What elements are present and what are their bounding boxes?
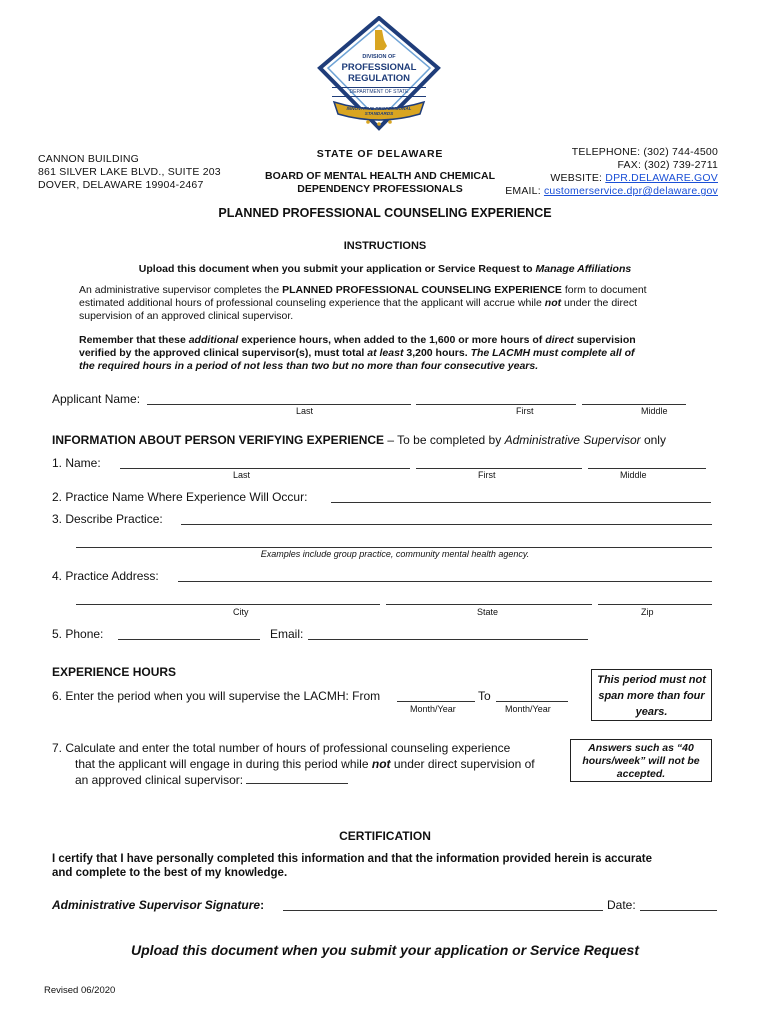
logo-professional: PROFESSIONAL (341, 62, 417, 73)
applicant-middle-caption: Middle (641, 406, 668, 416)
signature-field[interactable] (283, 898, 603, 911)
q1-first-field[interactable] (416, 456, 582, 469)
q4-city-field[interactable] (76, 593, 380, 605)
telephone: TELEPHONE: (302) 744-4500 (571, 146, 718, 158)
instructions-paragraph-2: Remember that these additional experience hours, when added to the 1,600 or more hours of direct supervision verified by the approved clinical supervisor(s), must total at least 3,200 hours. The LACMH must complete all of the required hours in a period of not less than two but no more than four consecutive years. (79, 334, 636, 372)
board-line-1: BOARD OF MENTAL HEALTH AND CHEMICAL (264, 170, 495, 182)
q5-email-field[interactable] (308, 627, 588, 640)
q1-first-caption: First (478, 470, 496, 480)
q5-phone-label: 5. Phone: (52, 627, 104, 641)
applicant-first-field[interactable] (416, 392, 576, 405)
applicant-middle-field[interactable] (582, 392, 686, 405)
footer-upload-note: Upload this document when you submit your application or Service Request (131, 942, 639, 958)
applicant-last-field[interactable] (147, 392, 411, 405)
instructions-heading: INSTRUCTIONS (343, 240, 427, 252)
q5-phone-field[interactable] (118, 627, 260, 640)
q3-describe-practice-label: 3. Describe Practice: (52, 512, 163, 526)
period-note-box: This period must not span more than four years. (591, 669, 712, 721)
q3-example-caption: Examples include group practice, community mental health agency. (260, 549, 530, 559)
q6-to-label: To (478, 689, 491, 703)
instructions-paragraph-1: An administrative supervisor completes the PLANNED PROFESSIONAL COUNSELING EXPERIENCE form to document estimated additional hours of professional counseling experience that the applicant will accrue while not under the direct supervision of an approved clinical supervisor. (79, 284, 647, 322)
date-field[interactable] (640, 898, 717, 911)
q6-to-field[interactable] (496, 689, 568, 702)
q4-practice-address-label: 4. Practice Address: (52, 569, 159, 583)
q2-practice-name-label: 2. Practice Name Where Experience Will Occur: (52, 490, 308, 504)
applicant-name-label: Applicant Name: (52, 392, 141, 406)
website-label: WEBSITE: (550, 172, 606, 184)
signature-label: Administrative Supervisor Signature (52, 898, 261, 912)
q2-practice-name-field[interactable] (331, 490, 711, 503)
applicant-last-caption: Last (296, 406, 314, 416)
q7-hours-label: 7. Calculate and enter the total number of hours of professional counseling experience that the applicant will engage in during this period while not under direct supervision of an approved clinical supervisor: (52, 741, 535, 787)
q4-zip-caption: Zip (641, 607, 654, 617)
q1-last-caption: Last (233, 470, 251, 480)
q5-email-label: Email: (270, 627, 304, 641)
address-line-2: 861 SILVER LAKE BLVD., SUITE 203 (38, 166, 221, 178)
form-title: PLANNED PROFESSIONAL COUNSELING EXPERIENCE (218, 206, 552, 220)
experience-heading: EXPERIENCE HOURS (52, 665, 177, 679)
q4-city-caption: City (233, 607, 249, 617)
q7-hours-field[interactable] (246, 772, 348, 784)
address-line-1: CANNON BUILDING (38, 153, 140, 165)
q4-street-field[interactable] (178, 569, 712, 582)
logo-regulation: REGULATION (347, 73, 411, 84)
instructions-upload: Upload this document when you submit your application or Service Request to Manage Affiliations (138, 263, 632, 275)
signature-row: Administrative Supervisor Signature: (52, 898, 265, 912)
date-label: Date: (607, 898, 636, 912)
q4-zip-field[interactable] (598, 593, 712, 605)
division-logo (312, 16, 446, 136)
logo-division-of: DIVISION OF (362, 54, 396, 60)
fax: FAX: (302) 739-2711 (617, 159, 718, 171)
logo-department: DEPARTMENT OF STATE (332, 87, 426, 97)
applicant-first-caption: First (516, 406, 534, 416)
verifier-heading: INFORMATION ABOUT PERSON VERIFYING EXPERIENCE – To be completed by Administrative Supervisor only (52, 433, 666, 447)
q1-name-label: 1. Name: (52, 456, 101, 470)
website-row (550, 172, 718, 184)
q6-period-label: 6. Enter the period when you will supervise the LACMH: From (52, 689, 381, 703)
logo-banner-text: INNOVATIVE PROFESSIONAL STANDARDS (346, 106, 412, 116)
answers-note-box: Answers such as “40 hours/week” will not be accepted. (570, 739, 712, 782)
certification-heading: CERTIFICATION (339, 829, 431, 843)
q6-to-caption: Month/Year (505, 704, 551, 714)
certification-text: I certify that I have personally completed this information and that the information provided herein is accurate and complete to the best of my knowledge. (52, 853, 653, 879)
q3-describe-practice-field-1[interactable] (181, 512, 712, 525)
q3-describe-practice-field-2[interactable] (76, 536, 712, 548)
q1-middle-caption: Middle (620, 470, 647, 480)
email-label: EMAIL: (505, 185, 544, 197)
state-heading: STATE OF DELAWARE (316, 148, 444, 160)
q4-state-caption: State (477, 607, 499, 617)
q6-from-caption: Month/Year (410, 704, 456, 714)
q1-middle-field[interactable] (588, 456, 706, 469)
address-line-3: DOVER, DELAWARE 19904-2467 (38, 179, 204, 191)
q1-last-field[interactable] (120, 456, 410, 469)
website-link[interactable]: DPR.DELAWARE.GOV (605, 172, 718, 184)
revised-date: Revised 06/2020 (44, 985, 116, 996)
email-link[interactable]: customerservice.dpr@delaware.gov (543, 185, 718, 197)
board-line-2: DEPENDENCY PROFESSIONALS (297, 183, 463, 195)
q6-from-field[interactable] (397, 689, 475, 702)
email-row (505, 185, 718, 197)
q4-state-field[interactable] (386, 593, 592, 605)
